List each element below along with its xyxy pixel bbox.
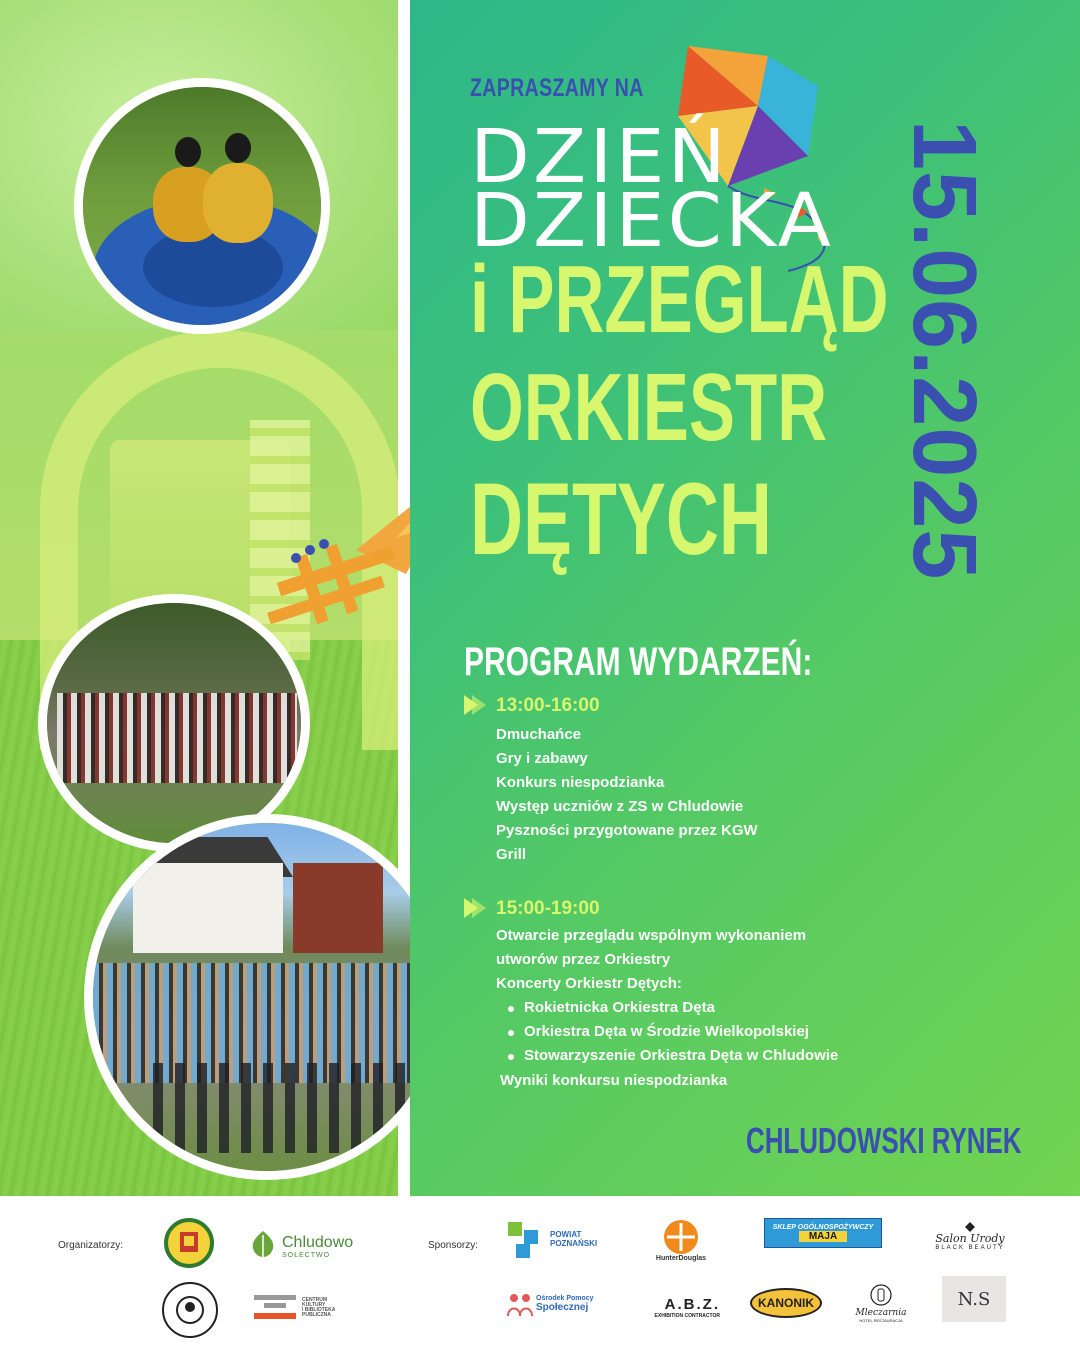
photo-orchestra-street xyxy=(84,814,450,1180)
powiat-icon xyxy=(506,1220,546,1260)
logo-abz: A.B.Z. EXHIBITION CONTRACTOR xyxy=(654,1295,720,1319)
logo-hunter-douglas: HunterDouglas xyxy=(646,1214,716,1266)
oak-leaf-icon xyxy=(246,1229,280,1263)
bullet-dot xyxy=(508,1006,514,1012)
time-block-2: 15:00-19:00 xyxy=(496,898,600,919)
venue-name: CHLUDOWSKI RYNEK xyxy=(746,1120,1022,1161)
subtitle-line-3: DĘTYCH xyxy=(470,462,772,576)
crest-icon xyxy=(164,1218,214,1268)
event-date: 15.06.2025 xyxy=(894,120,994,581)
orchestra-item: Orkiestra Dęta w Środzie Wielkopolskiej xyxy=(524,1023,809,1040)
logo-salon-urody: Salon Urody BLACK BEAUTY xyxy=(928,1212,1012,1260)
logo-centrum-kultury: CENTRUM KULTURY I BIBLIOTEKA PUBLICZNA xyxy=(252,1288,352,1328)
program-item: Otwarcie przeglądu wspólnym wykonaniem xyxy=(496,927,807,944)
play-arrow-icon xyxy=(464,695,488,715)
logo-mleczarnia: Mleczarnia HOTEL RESTAURACJA xyxy=(852,1272,910,1332)
organizers-label: Organizatorzy: xyxy=(58,1240,124,1251)
people-icon xyxy=(506,1290,534,1318)
milk-bottle-icon xyxy=(870,1282,892,1308)
subtitle-line-1: i PRZEGLĄD xyxy=(470,246,889,353)
logo-chludowo-crest xyxy=(164,1218,214,1268)
logo-powiat-poznanski: POWIAT POZNAŃSKI xyxy=(506,1218,616,1262)
orchestra-item: Stowarzyszenie Orkiestra Dęta w Chludowie xyxy=(524,1047,839,1064)
footer-sponsors xyxy=(0,1196,1080,1350)
photo-sumo-wrestling xyxy=(74,78,330,334)
program-item: Pyszności przygotowane przez KGW xyxy=(496,822,758,839)
logo-ns: N.S xyxy=(942,1276,1006,1322)
logo-sklep-maja: SKLEP OGÓLNOSPOŻYWCZY MAJA xyxy=(764,1218,882,1248)
intro-text: ZAPRASZAMY NA xyxy=(470,74,644,102)
solectwo-text: SOŁECTWO xyxy=(282,1251,331,1259)
logo-ops: Ośrodek Pomocy Społecznej xyxy=(506,1286,598,1322)
program-item: Występ uczniów z ZS w Chludowie xyxy=(496,798,744,815)
program-item: Dmuchańce xyxy=(496,726,582,743)
program-item: Konkurs niespodzianka xyxy=(496,774,665,791)
program-closing-item: Wyniki konkursu niespodzianka xyxy=(500,1072,728,1089)
title-line-2: DZIECKA xyxy=(470,178,835,264)
logo-chludowo-solectwo xyxy=(246,1226,366,1266)
hunter-icon xyxy=(663,1219,699,1255)
diamond-icon xyxy=(965,1222,975,1232)
logo-kanonik: KANONIK xyxy=(750,1288,822,1318)
subtitle-line-2: ORKIESTR xyxy=(470,354,828,461)
ck-icon xyxy=(252,1293,298,1323)
logo-kgw xyxy=(160,1280,220,1340)
program-item: Gry i zabawy xyxy=(496,750,588,767)
orchestra-item: Rokietnicka Orkiestra Dęta xyxy=(524,999,715,1016)
program-item: utworów przez Orkiestry xyxy=(496,951,671,968)
title-line-1: DZIEŃ xyxy=(470,114,729,200)
program-title: PROGRAM WYDARZEŃ: xyxy=(464,640,813,684)
bullet-dot xyxy=(508,1030,514,1036)
time-block-1: 13:00-16:00 xyxy=(496,695,600,716)
program-item: Grill xyxy=(496,846,527,863)
chludowo-text: Chludowo xyxy=(282,1233,354,1251)
kgw-badge-icon xyxy=(161,1281,219,1339)
bullet-dot xyxy=(508,1054,514,1060)
play-arrow-icon xyxy=(464,898,488,918)
program-item: Koncerty Orkiestr Dętych: xyxy=(496,975,682,992)
sponsors-label: Sponsorzy: xyxy=(428,1240,479,1251)
